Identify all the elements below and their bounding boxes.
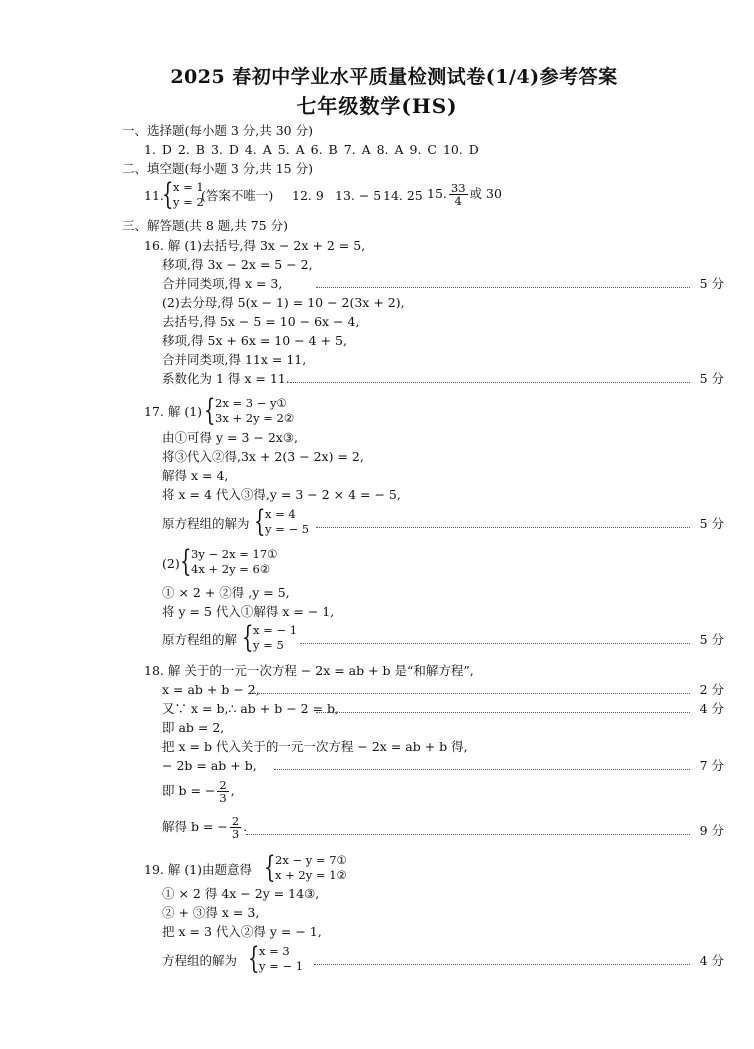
q18-line6: − 2b = ab + b, bbox=[162, 758, 257, 773]
q17-line8: ① × 2 + ②得 ,y = 5, bbox=[162, 585, 290, 600]
q19-line3: ② + ③得 x = 3, bbox=[162, 905, 260, 920]
q11-eq2: y = 2 bbox=[173, 195, 204, 209]
q15-numerator: 33 bbox=[450, 181, 466, 195]
section2-heading: 二、填空题(每小题 3 分,共 15 分) bbox=[122, 161, 313, 176]
document-title: 2025 春初中学业水平质量检测试卷(1/4)参考答案 bbox=[170, 66, 618, 88]
q17-line7: (2) bbox=[162, 556, 180, 571]
q16-score1: 5 分 bbox=[699, 276, 724, 291]
q19-sys2-eq2: y = − 1 bbox=[259, 959, 304, 973]
dot-leader bbox=[314, 964, 690, 965]
q17-system1 bbox=[204, 393, 295, 428]
q17-system4 bbox=[242, 620, 298, 655]
q17-sys4-eq2: y = 5 bbox=[253, 638, 284, 652]
q15-answer bbox=[427, 181, 502, 207]
q11-eq1: x = 1 bbox=[173, 180, 204, 194]
q19-score1: 4 分 bbox=[699, 953, 724, 968]
q17-line9: 将 y = 5 代入①解得 x = − 1, bbox=[162, 604, 335, 619]
q17-sys2-eq2: y = − 5 bbox=[265, 522, 310, 536]
q14-answer: 14. 25 bbox=[383, 188, 423, 203]
q17-sys1-eq1: 2x = 3 − y① bbox=[215, 396, 287, 410]
q17-line4: 解得 x = 4, bbox=[162, 468, 229, 483]
q16-line1: 16. 解 (1)去括号,得 3x − 2x + 2 = 5, bbox=[144, 238, 366, 253]
numerator: 2 bbox=[219, 778, 227, 792]
dot-leader bbox=[316, 712, 690, 713]
brace-icon: { bbox=[180, 544, 192, 579]
choice-answers: 1. D 2. B 3. D 4. A 5. A 6. B 7. A 8. A 9. C 10. D bbox=[144, 142, 479, 157]
q16-line6: 移项,得 5x + 6x = 10 − 4 + 5, bbox=[162, 333, 347, 348]
q19-line4: 把 x = 3 代入②得 y = − 1, bbox=[162, 924, 322, 939]
numerator: 2 bbox=[231, 814, 240, 828]
q18-line7-fraction bbox=[217, 779, 228, 804]
q18-line4: 即 ab = 2, bbox=[162, 720, 225, 735]
q17-sys4-eq1: x = − 1 bbox=[253, 623, 298, 637]
q15-suffix: 或 30 bbox=[469, 186, 502, 201]
q17-sys3-eq1: 3y − 2x = 17① bbox=[191, 547, 278, 561]
brace-icon: { bbox=[264, 850, 276, 885]
dot-leader bbox=[300, 643, 690, 644]
q16-line3: 合并同类项,得 x = 3, bbox=[162, 276, 283, 291]
q18-line7-prefix: 即 b = − bbox=[162, 783, 216, 798]
q11-number: 11. bbox=[144, 188, 164, 203]
section3-heading: 三、解答题(共 8 题,共 75 分) bbox=[122, 218, 288, 233]
dot-leader bbox=[248, 693, 690, 694]
q17-sys2-eq1: x = 4 bbox=[265, 507, 296, 521]
brace-icon: { bbox=[162, 177, 174, 212]
q17-system2 bbox=[254, 504, 310, 539]
q17-line10: 原方程组的解 bbox=[162, 632, 238, 647]
q19-system2 bbox=[248, 941, 304, 976]
section1-heading: 一、选择题(每小题 3 分,共 30 分) bbox=[122, 123, 313, 138]
q19-line1: 19. 解 (1)由题意得 bbox=[144, 862, 253, 877]
brace-icon: { bbox=[242, 620, 254, 655]
q19-line2: ① × 2 得 4x − 2y = 14③, bbox=[162, 886, 320, 901]
dot-leader bbox=[246, 834, 690, 835]
q19-line5: 方程组的解为 bbox=[162, 953, 238, 968]
q18-score2: 4 分 bbox=[699, 701, 724, 716]
q18-line2: x = ab + b − 2, bbox=[162, 682, 260, 697]
q16-line7: 合并同类项,得 11x = 11, bbox=[162, 352, 307, 367]
document-subtitle: 七年级数学(HS) bbox=[296, 94, 458, 118]
denominator: 3 bbox=[219, 791, 227, 805]
dot-leader bbox=[274, 769, 690, 770]
q18-line3: 又∵ x = b,∴ ab + b − 2 = b, bbox=[162, 701, 339, 716]
q17-score1: 5 分 bbox=[699, 516, 724, 531]
q18-line8-fraction bbox=[230, 815, 241, 840]
q19-sys2-eq1: x = 3 bbox=[259, 944, 290, 958]
brace-icon: { bbox=[248, 941, 260, 976]
q18-line1: 18. 解 关于的一元一次方程 − 2x = ab + b 是“和解方程”, bbox=[144, 663, 474, 678]
q16-score2: 5 分 bbox=[699, 371, 724, 386]
dot-leader bbox=[290, 382, 690, 383]
q18-score3: 7 分 bbox=[699, 758, 724, 773]
q15-fraction bbox=[449, 182, 468, 207]
q18-score4: 9 分 bbox=[699, 823, 724, 838]
q19-system1 bbox=[264, 850, 347, 885]
q17-line1: 17. 解 (1) bbox=[144, 404, 203, 419]
brace-icon: { bbox=[254, 504, 266, 539]
q17-line6: 原方程组的解为 bbox=[162, 516, 250, 531]
dot-leader bbox=[316, 527, 690, 528]
q18-line8: 解得 b = − $\frac{2}{3}$ . bbox=[162, 814, 248, 841]
q16-line2: 移项,得 3x − 2x = 5 − 2, bbox=[162, 257, 313, 272]
dot-leader bbox=[316, 287, 690, 288]
q16-line5: 去括号,得 5x − 5 = 10 − 6x − 4, bbox=[162, 314, 360, 329]
q18-line7: 即 b = − $\frac{2}{3}$ , bbox=[162, 778, 235, 805]
q16-line4: (2)去分母,得 5(x − 1) = 10 − 2(3x + 2), bbox=[162, 295, 405, 310]
q17-system3 bbox=[180, 544, 278, 579]
q17-line2: 由①可得 y = 3 − 2x③, bbox=[162, 430, 299, 445]
q13-answer: 13. − 5 bbox=[335, 188, 382, 203]
q18-line5: 把 x = b 代入关于的一元一次方程 − 2x = ab + b 得, bbox=[162, 739, 468, 754]
q12-answer: 12. 9 bbox=[292, 188, 324, 203]
q19-sys1-eq1: 2x − y = 7① bbox=[275, 853, 347, 867]
denominator: 3 bbox=[231, 827, 240, 841]
q18-line8-prefix: 解得 b = − bbox=[162, 819, 228, 834]
q17-sys3-eq2: 4x + 2y = 6② bbox=[191, 562, 271, 576]
q17-score2: 5 分 bbox=[699, 632, 724, 647]
q17-line3: 将③代入②得,3x + 2(3 − 2x) = 2, bbox=[162, 449, 364, 464]
q11-note: (答案不唯一) bbox=[201, 188, 274, 203]
brace-icon: { bbox=[204, 393, 216, 428]
q11-system bbox=[162, 177, 204, 212]
q17-line5: 将 x = 4 代入③得,y = 3 − 2 × 4 = − 5, bbox=[162, 487, 401, 502]
q18-score1: 2 分 bbox=[699, 682, 724, 697]
q15-denominator: 4 bbox=[454, 194, 462, 208]
q16-line8: 系数化为 1 得 x = 11. bbox=[162, 371, 290, 386]
q19-sys1-eq2: x + 2y = 1② bbox=[275, 868, 347, 882]
q15-prefix: 15. bbox=[427, 186, 447, 201]
q17-sys1-eq2: 3x + 2y = 2② bbox=[215, 411, 295, 425]
